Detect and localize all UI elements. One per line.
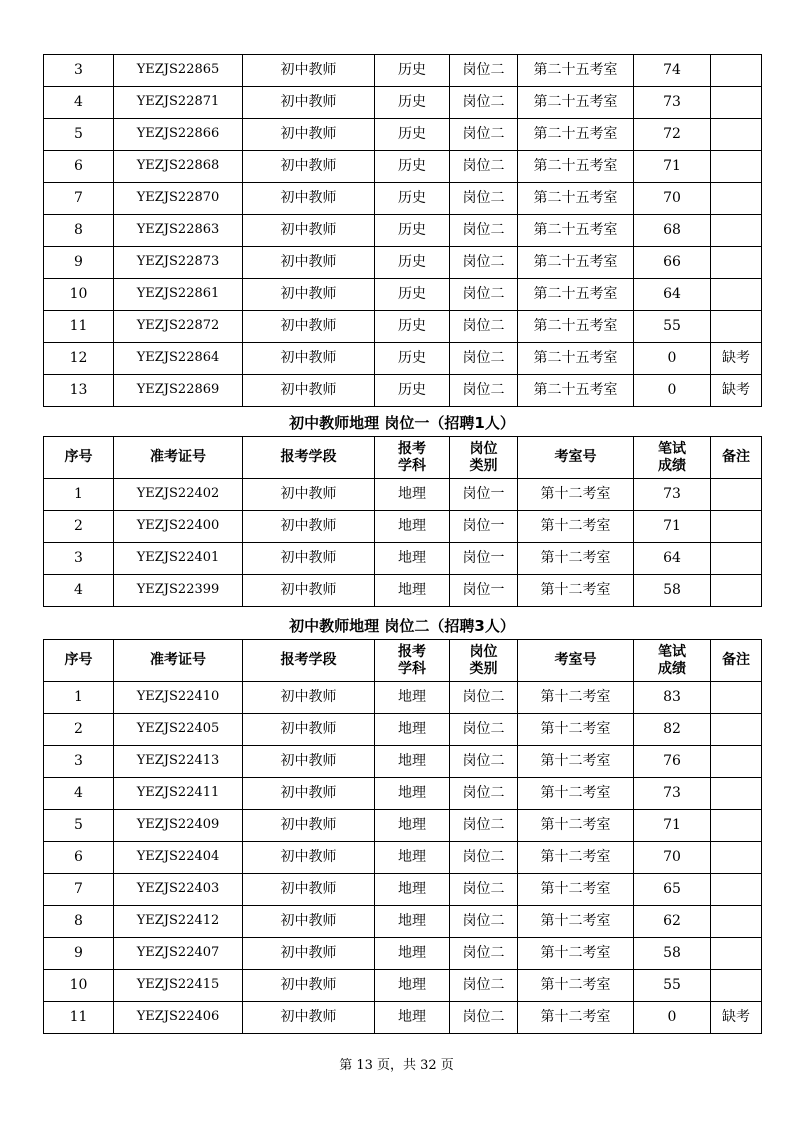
table-cell: 地理	[375, 778, 450, 810]
table-cell: YEZJS22404	[114, 842, 243, 874]
table-cell: 11	[44, 1002, 114, 1034]
table-cell: 第十二考室	[518, 906, 634, 938]
column-header: 笔试 成绩	[634, 640, 711, 682]
table-cell: YEZJS22406	[114, 1002, 243, 1034]
table-cell: 岗位二	[450, 375, 518, 407]
table-cell: 58	[634, 938, 711, 970]
table-cell: 岗位二	[450, 874, 518, 906]
table-cell: 76	[634, 746, 711, 778]
table-cell	[711, 906, 762, 938]
history-post2-table-continued	[43, 54, 762, 407]
table-cell: 4	[44, 575, 114, 607]
table-cell: 第十二考室	[518, 575, 634, 607]
table-cell: 10	[44, 279, 114, 311]
table-cell: 岗位二	[450, 151, 518, 183]
table-row	[44, 810, 762, 842]
table-cell: 第二十五考室	[518, 215, 634, 247]
table-cell: 岗位二	[450, 1002, 518, 1034]
table-cell: 65	[634, 874, 711, 906]
table-cell: 初中教师	[243, 938, 375, 970]
table-cell: 岗位二	[450, 842, 518, 874]
table-body	[44, 479, 762, 607]
table-cell: 第十二考室	[518, 511, 634, 543]
table-row	[44, 842, 762, 874]
table-cell	[711, 874, 762, 906]
table-cell	[711, 119, 762, 151]
table-cell: YEZJS22405	[114, 714, 243, 746]
table-cell	[711, 87, 762, 119]
table-row	[44, 87, 762, 119]
table-cell: 第二十五考室	[518, 55, 634, 87]
column-header: 考室号	[518, 437, 634, 479]
table-cell: 初中教师	[243, 119, 375, 151]
table-cell: 岗位二	[450, 810, 518, 842]
table-cell: 初中教师	[243, 746, 375, 778]
table-cell: 9	[44, 938, 114, 970]
table-cell: YEZJS22412	[114, 906, 243, 938]
table-row	[44, 874, 762, 906]
table-cell: 64	[634, 543, 711, 575]
table-cell: YEZJS22410	[114, 682, 243, 714]
column-header: 岗位 类别	[450, 437, 518, 479]
table-cell: YEZJS22409	[114, 810, 243, 842]
table-cell: 第十二考室	[518, 479, 634, 511]
table-cell: 73	[634, 479, 711, 511]
table-cell: 8	[44, 906, 114, 938]
table-cell: 83	[634, 682, 711, 714]
table-cell: 1	[44, 479, 114, 511]
table-row	[44, 938, 762, 970]
table-cell: 初中教师	[243, 311, 375, 343]
table-cell: 初中教师	[243, 543, 375, 575]
table-cell: 缺考	[711, 375, 762, 407]
table-cell: 初中教师	[243, 714, 375, 746]
table-cell	[711, 151, 762, 183]
table-cell	[711, 778, 762, 810]
table-cell: YEZJS22407	[114, 938, 243, 970]
table-cell: 第二十五考室	[518, 343, 634, 375]
table-cell: 1	[44, 682, 114, 714]
table-cell: 初中教师	[243, 55, 375, 87]
column-header: 序号	[44, 640, 114, 682]
table-cell: 55	[634, 311, 711, 343]
table-cell: YEZJS22864	[114, 343, 243, 375]
section-title-geography-post2: 初中教师地理 岗位二（招聘3人）	[289, 617, 515, 635]
table-row	[44, 575, 762, 607]
table-cell: 第十二考室	[518, 682, 634, 714]
table-cell: 历史	[375, 151, 450, 183]
table-cell: 岗位一	[450, 575, 518, 607]
table-cell: 地理	[375, 543, 450, 575]
table-cell: YEZJS22869	[114, 375, 243, 407]
table-cell: 73	[634, 778, 711, 810]
table-row	[44, 511, 762, 543]
table-cell	[711, 311, 762, 343]
table-row	[44, 55, 762, 87]
table-cell: 岗位二	[450, 247, 518, 279]
table-cell	[711, 682, 762, 714]
table-row	[44, 375, 762, 407]
table-cell	[711, 714, 762, 746]
table-cell: 71	[634, 511, 711, 543]
table-cell: YEZJS22399	[114, 575, 243, 607]
table-cell: 3	[44, 543, 114, 575]
table-cell: YEZJS22400	[114, 511, 243, 543]
table-cell: 地理	[375, 874, 450, 906]
column-header: 考室号	[518, 640, 634, 682]
table-cell: 12	[44, 343, 114, 375]
table-cell: 58	[634, 575, 711, 607]
table-cell: YEZJS22870	[114, 183, 243, 215]
table-row	[44, 183, 762, 215]
table-cell: YEZJS22866	[114, 119, 243, 151]
table-cell: 第十二考室	[518, 746, 634, 778]
table-cell	[711, 279, 762, 311]
table-cell: 55	[634, 970, 711, 1002]
table-row	[44, 279, 762, 311]
table-cell: 4	[44, 87, 114, 119]
table-cell	[711, 938, 762, 970]
table-cell: 初中教师	[243, 778, 375, 810]
table-cell: 地理	[375, 1002, 450, 1034]
column-header: 报考 学科	[375, 437, 450, 479]
table-row	[44, 151, 762, 183]
table-cell: 地理	[375, 810, 450, 842]
table-cell: 初中教师	[243, 575, 375, 607]
table-cell: 第十二考室	[518, 714, 634, 746]
table-cell: 初中教师	[243, 151, 375, 183]
table-cell: 70	[634, 183, 711, 215]
table-cell: YEZJS22868	[114, 151, 243, 183]
table-cell: 地理	[375, 479, 450, 511]
table-cell: 第二十五考室	[518, 247, 634, 279]
table-cell: 地理	[375, 714, 450, 746]
table-cell: YEZJS22415	[114, 970, 243, 1002]
table-cell: 地理	[375, 970, 450, 1002]
table-cell: 岗位二	[450, 279, 518, 311]
table-cell: 岗位二	[450, 87, 518, 119]
table-cell: 初中教师	[243, 183, 375, 215]
table-cell: 历史	[375, 55, 450, 87]
table-cell: 历史	[375, 87, 450, 119]
table-cell: 第十二考室	[518, 810, 634, 842]
table-cell: 68	[634, 215, 711, 247]
column-header: 笔试 成绩	[634, 437, 711, 479]
table-cell: YEZJS22411	[114, 778, 243, 810]
table-cell: 地理	[375, 938, 450, 970]
column-header: 岗位 类别	[450, 640, 518, 682]
table-cell	[711, 215, 762, 247]
table-row	[44, 714, 762, 746]
table-cell: 初中教师	[243, 874, 375, 906]
table-cell: 第二十五考室	[518, 311, 634, 343]
table-cell: 岗位二	[450, 938, 518, 970]
table-cell: YEZJS22871	[114, 87, 243, 119]
table-cell: YEZJS22863	[114, 215, 243, 247]
table-cell: 历史	[375, 183, 450, 215]
table-cell: YEZJS22403	[114, 874, 243, 906]
geography-post1-table	[43, 436, 762, 607]
table-cell: 71	[634, 810, 711, 842]
table-cell: 岗位二	[450, 215, 518, 247]
table-cell: 2	[44, 511, 114, 543]
column-header: 序号	[44, 437, 114, 479]
table-cell: 初中教师	[243, 906, 375, 938]
column-header: 报考学段	[243, 640, 375, 682]
table-cell: YEZJS22865	[114, 55, 243, 87]
table-cell: 10	[44, 970, 114, 1002]
table-cell: 历史	[375, 215, 450, 247]
table-cell	[711, 55, 762, 87]
table-body	[44, 682, 762, 1034]
table-cell: 5	[44, 810, 114, 842]
table-cell: 3	[44, 746, 114, 778]
table-cell: 初中教师	[243, 343, 375, 375]
table-cell: 历史	[375, 119, 450, 151]
table-cell: 11	[44, 311, 114, 343]
header-row	[44, 437, 762, 479]
table-cell	[711, 575, 762, 607]
table-cell: 6	[44, 151, 114, 183]
table-cell: 岗位二	[450, 343, 518, 375]
table-row	[44, 247, 762, 279]
page-footer: 第 13 页，共 32 页	[339, 1058, 454, 1073]
table-cell: 第二十五考室	[518, 87, 634, 119]
table-cell	[711, 543, 762, 575]
table-cell: 0	[634, 375, 711, 407]
table-cell: 岗位二	[450, 119, 518, 151]
table-cell: 初中教师	[243, 479, 375, 511]
table-row	[44, 1002, 762, 1034]
table-cell: YEZJS22873	[114, 247, 243, 279]
table-cell: 初中教师	[243, 810, 375, 842]
table-cell: 第十二考室	[518, 842, 634, 874]
table-row	[44, 343, 762, 375]
table-body	[44, 55, 762, 407]
table-cell: 初中教师	[243, 511, 375, 543]
table-cell: 历史	[375, 247, 450, 279]
table-row	[44, 682, 762, 714]
table-cell	[711, 511, 762, 543]
table-cell: 初中教师	[243, 682, 375, 714]
table-cell: 第十二考室	[518, 970, 634, 1002]
table-cell: 地理	[375, 682, 450, 714]
table-cell: 历史	[375, 279, 450, 311]
table-cell: 岗位一	[450, 479, 518, 511]
column-header: 备注	[711, 640, 762, 682]
table-cell	[711, 810, 762, 842]
table-cell: 岗位二	[450, 746, 518, 778]
table-cell: 7	[44, 874, 114, 906]
table-cell: 地理	[375, 906, 450, 938]
table-row	[44, 543, 762, 575]
table-cell: 历史	[375, 343, 450, 375]
table-cell: 历史	[375, 311, 450, 343]
table-cell: YEZJS22402	[114, 479, 243, 511]
table-cell: 初中教师	[243, 87, 375, 119]
table-cell: 岗位二	[450, 311, 518, 343]
column-header: 备注	[711, 437, 762, 479]
table-cell: 第二十五考室	[518, 279, 634, 311]
table-cell: 地理	[375, 746, 450, 778]
table-cell: 初中教师	[243, 215, 375, 247]
table-cell: 岗位二	[450, 183, 518, 215]
table-row	[44, 119, 762, 151]
column-header: 报考 学科	[375, 640, 450, 682]
table-cell: 第十二考室	[518, 938, 634, 970]
column-header: 报考学段	[243, 437, 375, 479]
column-header: 准考证号	[114, 437, 243, 479]
table-cell: 缺考	[711, 343, 762, 375]
table-cell: 71	[634, 151, 711, 183]
table-cell: 8	[44, 215, 114, 247]
table-row	[44, 479, 762, 511]
table-cell: 0	[634, 343, 711, 375]
table-header	[44, 437, 762, 479]
table-cell: 岗位二	[450, 55, 518, 87]
table-cell: 3	[44, 55, 114, 87]
table-cell: 2	[44, 714, 114, 746]
table-cell: YEZJS22872	[114, 311, 243, 343]
table-cell: 地理	[375, 575, 450, 607]
table-cell: YEZJS22401	[114, 543, 243, 575]
table-cell: 74	[634, 55, 711, 87]
table-row	[44, 311, 762, 343]
table-cell: 第二十五考室	[518, 151, 634, 183]
table-cell: 第十二考室	[518, 874, 634, 906]
table-cell: 7	[44, 183, 114, 215]
table-cell: 初中教师	[243, 842, 375, 874]
table-cell: 第二十五考室	[518, 183, 634, 215]
table-cell: 73	[634, 87, 711, 119]
column-header: 准考证号	[114, 640, 243, 682]
table-cell: 13	[44, 375, 114, 407]
table-cell: 地理	[375, 511, 450, 543]
table-row	[44, 906, 762, 938]
table-cell	[711, 842, 762, 874]
geography-post2-table	[43, 639, 762, 1034]
table-cell: 历史	[375, 375, 450, 407]
table-cell: 66	[634, 247, 711, 279]
table-cell: 初中教师	[243, 375, 375, 407]
table-cell	[711, 970, 762, 1002]
table-cell: 岗位一	[450, 511, 518, 543]
table-cell: 初中教师	[243, 279, 375, 311]
table-cell: 9	[44, 247, 114, 279]
table-cell: 岗位二	[450, 778, 518, 810]
table-cell	[711, 247, 762, 279]
table-row	[44, 970, 762, 1002]
table-cell: 第十二考室	[518, 543, 634, 575]
table-cell: 82	[634, 714, 711, 746]
table-cell: 初中教师	[243, 970, 375, 1002]
table-cell: 岗位一	[450, 543, 518, 575]
table-cell: 岗位二	[450, 906, 518, 938]
table-cell	[711, 183, 762, 215]
table-cell: 62	[634, 906, 711, 938]
section-title-geography-post1: 初中教师地理 岗位一（招聘1人）	[289, 414, 515, 432]
table-cell: 初中教师	[243, 1002, 375, 1034]
table-cell: 72	[634, 119, 711, 151]
table-row	[44, 215, 762, 247]
table-cell	[711, 479, 762, 511]
table-cell: 第二十五考室	[518, 119, 634, 151]
table-cell: YEZJS22413	[114, 746, 243, 778]
table-header	[44, 640, 762, 682]
table-cell: 第十二考室	[518, 1002, 634, 1034]
table-cell	[711, 746, 762, 778]
table-cell: 缺考	[711, 1002, 762, 1034]
table-cell: 第十二考室	[518, 778, 634, 810]
table-cell: 5	[44, 119, 114, 151]
table-cell: 第二十五考室	[518, 375, 634, 407]
table-cell: 岗位二	[450, 970, 518, 1002]
table-row	[44, 746, 762, 778]
table-cell: 4	[44, 778, 114, 810]
header-row	[44, 640, 762, 682]
table-cell: 岗位二	[450, 714, 518, 746]
table-cell: YEZJS22861	[114, 279, 243, 311]
table-cell: 0	[634, 1002, 711, 1034]
table-cell: 64	[634, 279, 711, 311]
table-cell: 地理	[375, 842, 450, 874]
table-row	[44, 778, 762, 810]
table-cell: 6	[44, 842, 114, 874]
table-cell: 岗位二	[450, 682, 518, 714]
table-cell: 70	[634, 842, 711, 874]
table-cell: 初中教师	[243, 247, 375, 279]
